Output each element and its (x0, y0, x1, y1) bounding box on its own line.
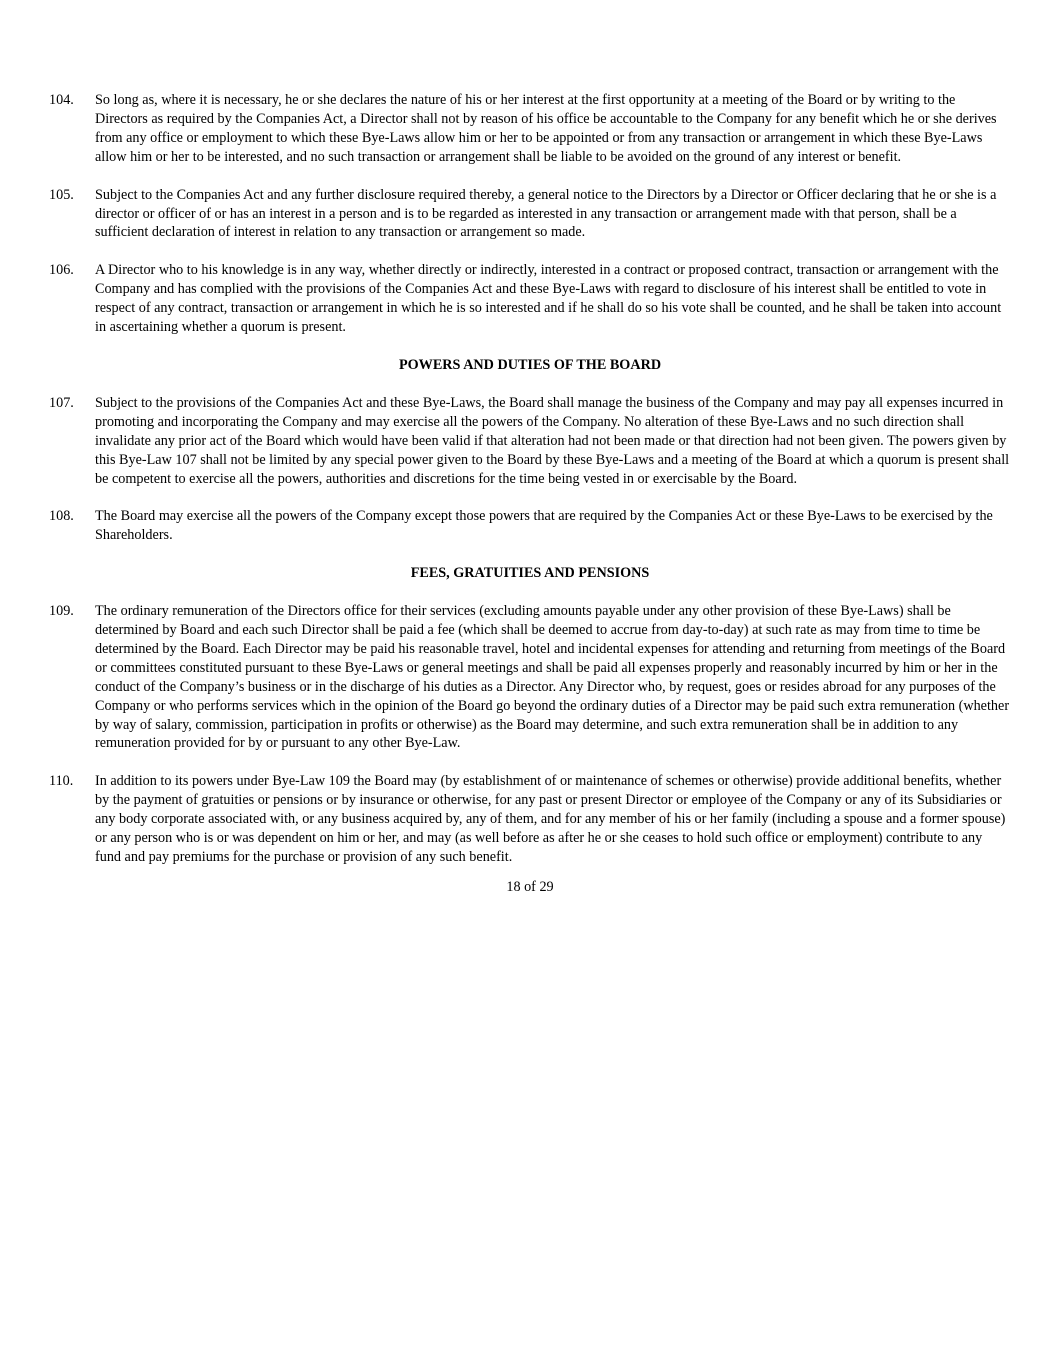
clause-number: 108. (49, 508, 74, 525)
document-page (49, 91, 1011, 897)
clause-number: 110. (49, 773, 74, 790)
clause-109 (49, 602, 1011, 753)
clause-110 (49, 772, 1011, 867)
page-number: 18 of 29 (506, 878, 554, 895)
clause-number: 106. (49, 262, 74, 279)
clause-text: The Board may exercise all the powers of the Company except those powers that are required by the Companies Act or these Bye-Laws to be exercised by the Shareholders. (95, 508, 993, 544)
clause-107 (49, 394, 1011, 489)
section-heading-powers-and-duties: POWERS AND DUTIES OF THE BOARD (398, 356, 662, 373)
clause-number: 105. (49, 186, 74, 203)
clause-105 (49, 186, 1011, 243)
clause-text: Subject to the provisions of the Companies Act and these Bye-Laws, the Board shall manage the business of the Company and may pay all expenses incurred in promoting and incorporating the Company and may exercise all the powers of the Company. No alteration of these Bye-Laws and no such direction shall invalidate any prior act of the Board which would have been valid if that alteration had not been made or that direction had not been given. The powers given by this Bye-Law 107 shall not be limited by any special power given to the Board by these Bye-Laws and a meeting of the Board at which a quorum is present shall be competent to exercise all the powers, authorities and discretions for the time being vested in or exercisable by the Board. (95, 394, 1010, 487)
clause-text: So long as, where it is necessary, he or she declares the nature of his or her interest at the first opportunity at a meeting of the Board or by writing to the Directors as required by the Companies Act, a Director shall not by reason of his office be accountable to the Company for any benefit which he or she derives from any office or employment to which these Bye-Laws allow him or her to be appointed or from any transaction or arrangement in which these Bye-Laws allow him or her to be interested, and no such transaction or arrangement shall be liable to be avoided on the ground of any interest or benefit. (95, 92, 997, 165)
clause-text: In addition to its powers under Bye-Law 109 the Board may (by establishment of or maintenance of schemes or otherwise) provide additional benefits, whether by the payment of gratuities or pensions or by insurance or otherwise, for any past or present Director or employee of the Company or any of its Subsidiaries or any body corporate associated with, or any business acquired by, any of them, and for any member of his or her family (including a spouse and a former spouse) or any person who is or was dependent on him or her, and may (as well before as after he or she ceases to hold such office or employment) contribute to any fund and pay premiums for the purchase or provision of any such benefit. (95, 773, 1006, 865)
section-heading-fees-gratuities-pensions: FEES, GRATUITIES AND PENSIONS (410, 565, 650, 582)
clause-108 (49, 507, 1011, 545)
clause-number: 104. (49, 92, 74, 108)
clause-104 (49, 91, 1011, 167)
clause-text: The ordinary remuneration of the Directors office for their services (excluding amounts payable under any other provision of these Bye-Laws) shall be determined by Board and each such Director shall be paid a fee (which shall be deemed to accrue from day-to-day) at such rate as may from time to time be determined by the Board. Each Director may be paid his reasonable travel, hotel and incidental expenses for attending and returning from meetings of the Board or committees constituted pursuant to these Bye-Laws or general meetings and shall be paid all expenses properly and reasonably incurred by him or her in the conduct of the Company’s business or in the discharge of his duties as a Director. Any Director who, by request, goes or resides abroad for any purposes of the Company or who performs services which in the opinion of the Board go beyond the ordinary duties of a Director may be paid such extra remuneration (whether by way of salary, commission, participation in profits or otherwise) as the Board may determine, and such extra remuneration shall be in addition to any remuneration provided for by or pursuant to any other Bye-Law. (95, 603, 1010, 752)
clause-number: 109. (49, 603, 74, 620)
clause-number: 107. (49, 394, 74, 411)
clause-text: Subject to the Companies Act and any further disclosure required thereby, a general notice to the Directors by a Director or Officer declaring that he or she is a director or officer of or has an interest in a person and is to be regarded as interested in any transaction or arrangement made with that person, shall be a sufficient declaration of interest in relation to any transaction or arrangement so made. (95, 186, 997, 241)
clause-text: A Director who to his knowledge is in any way, whether directly or indirectly, interested in a contract or proposed contract, transaction or arrangement with the Company and has complied with the provisions of the Companies Act and these Bye-Laws with regard to disclosure of his interest shall be entitled to vote in respect of any contract, transaction or arrangement in which he is so interested and if he shall do so his vote shall be counted, and he shall be taken into account in ascertaining whether a quorum is present. (95, 262, 1002, 336)
clause-106 (49, 261, 1011, 337)
